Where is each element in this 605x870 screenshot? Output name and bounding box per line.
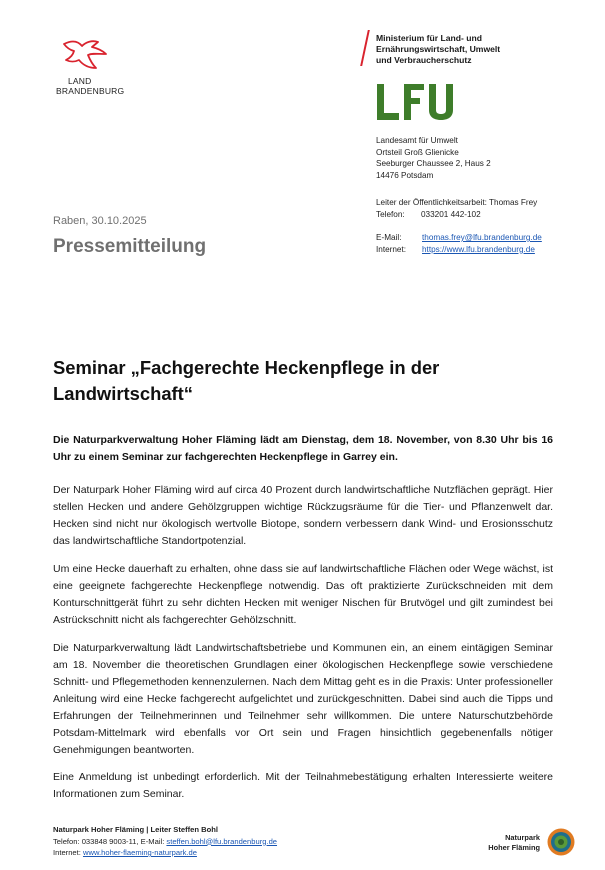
footer-email-link[interactable]: steffen.bohl@lfu.brandenburg.de (166, 836, 278, 846)
agency-address (376, 135, 491, 181)
footer-web-line (53, 847, 277, 859)
lfu-logo-text: LfU (377, 82, 379, 83)
body-paragraph: Eine Anmeldung ist unbedingt erforderlich. Mit der Teilnahmebestätigung erhalten Interessierte weitere Informationen zum Seminar. (53, 771, 553, 800)
dateline: Raben, 30.10.2025 (53, 215, 147, 227)
address-line: 14476 Potsdam (376, 170, 434, 180)
footer-website-link[interactable]: www.hoher-flaeming-naturpark.de (82, 848, 197, 857)
naturpark-logo-icon (547, 828, 575, 856)
page-title: Seminar „Fachgerechte Heckenpflege in der Landwirtschaft“ (53, 357, 440, 404)
website-link[interactable]: https://www.lfu.brandenburg.de (422, 244, 535, 254)
address-line: Ortsteil Groß Glienicke (376, 147, 459, 157)
phone-label: Telefon: (376, 209, 405, 219)
body-paragraph: Die Naturparkverwaltung lädt Landwirtschaftsbetriebe und Kommunen ein, an einem eintägigen Seminar am 18. November die theoretischen Grundlagen einer ökologischen Heckenpflege sowie verschiedene Schnitt- und Pflegemethoden kennenzulernen. Nach dem Mittag geht es in die Praxis: Unter professioneller Anleitung wird eine Hecke fachgerecht aufgelichtet und zurückgeschnitten. Dabei sind auch die Tipps und Erfahrungen der Teilnehmerinnen und Teilnehmer sehr willkommen. Die untere Naturschutzbehörde Potsdam-Mittelmark wird ebenfalls vor Ort sein und Fragen hinsichtlich gegebenenfalls nötiger Genehmigungen beantworten. (53, 642, 553, 756)
footer-contact (53, 824, 277, 859)
press-contact (376, 197, 537, 220)
ministry-line: Ernährungswirtschaft, Umwelt (376, 44, 501, 54)
online-contact (376, 232, 542, 255)
naturpark-logo-text (478, 833, 540, 853)
divider-line (360, 30, 369, 66)
red-eagle-icon (62, 38, 108, 74)
body-paragraph: Der Naturpark Hoher Fläming wird auf circa 40 Prozent durch landwirtschaftliche Nutzflächen geprägt. Hier stellen Hecken und andere Gehölzgruppen wichtige Rückzugsräume für die Tier- und Pflanzenwelt dar. Hecken sind nicht nur ökologisch wertvolle Biotope, sondern verbessern dank Wind- und Erosionsschutz das landwirtschaftliche Standortpotenzial. (53, 484, 553, 547)
contact-line: Leiter der Öffentlichkeitsarbeit: Thomas Frey (376, 198, 538, 207)
phone-value: 033201 442-102 (421, 209, 481, 219)
document-type: Pressemitteilung (53, 236, 207, 257)
address-line: Seeburger Chaussee 2, Haus 2 (376, 159, 491, 169)
ministry-line: Ministerium für Land- und (376, 33, 482, 43)
logo-text-line: LAND (68, 76, 92, 86)
logo-text-line: BRANDENBURG (56, 86, 125, 96)
web-label: Internet: (376, 244, 407, 254)
ministry-name (376, 33, 500, 66)
address-line: Landesamt für Umwelt (376, 136, 458, 145)
footer-phone-line (53, 836, 277, 848)
footer-org-line: Naturpark Hoher Fläming | Leiter Steffen Bohl (53, 825, 218, 834)
ministry-line: und Verbraucherschutz (376, 55, 472, 65)
email-link[interactable]: thomas.frey@lfu.brandenburg.de (422, 233, 542, 242)
park-logo-line: Hoher Fläming (488, 843, 540, 852)
land-brandenburg-logo (56, 38, 136, 96)
email-label: E-Mail: (376, 233, 402, 242)
lead-paragraph: Die Naturparkverwaltung Hoher Fläming lädt am Dienstag, dem 18. November, von 8.30 Uhr bis 16 Uhr zu einem Seminar zur fachgerechten Heckenpflege in Garrey ein. (53, 434, 553, 463)
lfu-logo (377, 82, 455, 122)
footer-web-text: Internet: (53, 848, 83, 857)
footer-phone-text: Telefon: 033848 9003-11, E-Mail: (53, 836, 167, 846)
park-logo-line: Naturpark (505, 833, 540, 842)
body-paragraph: Um eine Hecke dauerhaft zu erhalten, ohne dass sie auf landwirtschaftliche Flächen oder Wege wächst, ist eine geeignete fachgerechte Heckenpflege notwendig. Das oft praktizierte Zurückschneiden mit dem Konturschnittgerät führt zu sehr dichten Hecken mit weniger Nischen für Brutvögel und gilt zumindest bei Astrückschnitt nicht als fachgerechter Gehölzschnitt. (53, 563, 553, 626)
